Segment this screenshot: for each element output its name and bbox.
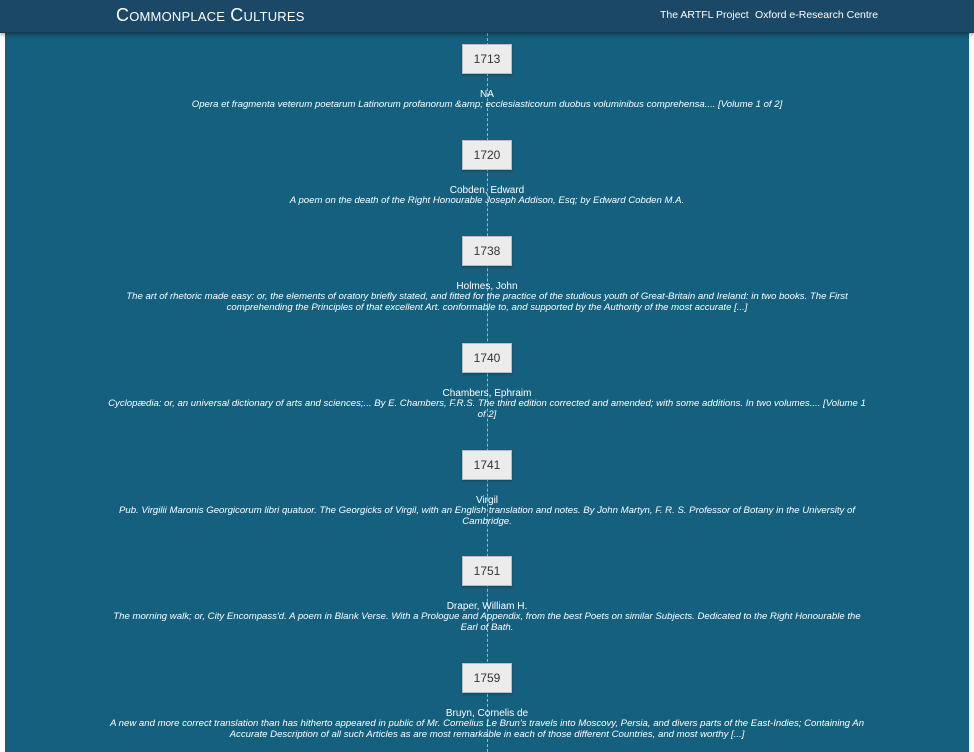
year-marker: 1741	[462, 450, 512, 480]
entry-author: Chambers, Ephraim	[442, 388, 532, 399]
entry-title-link[interactable]: A new and more correct translation than has hitherto appeared in public of Mr. Cornelius Le Brun's travels into Moscovy, Persia, and divers parts of the East-Indies; Containing An Accurate Description of all such Articles as are most remarkable in each of those different Countries, and most worthy [...]	[109, 718, 865, 740]
entry-author: Draper, William H.	[446, 601, 528, 612]
timeline-panel	[5, 33, 969, 752]
year-marker: 1738	[462, 236, 512, 266]
entry-author: Virgil	[475, 495, 499, 506]
nav-link-oxford-eresearch-centre[interactable]: Oxford e-Research Centre	[755, 9, 879, 21]
entry-author: NA	[480, 89, 494, 100]
year-marker: 1720	[462, 140, 512, 170]
entry-title-link[interactable]: Cyclopædia: or, an universal dictionary of arts and sciences;... By E. Chambers, F.R.S. The third edition corrected and amended; with some additions. In two volumes.... [Volume 1 of 2]	[108, 398, 866, 420]
entry-title-link[interactable]: Opera et fragmenta veterum poetarum Latinorum profanorum &amp; ecclesiasticorum duobus voluminibus comprehensa.... [Volume 1 of 2]	[191, 99, 783, 110]
year-marker: 1713	[462, 44, 512, 74]
nav-link-artfl-project[interactable]: The ARTFL Project	[660, 9, 749, 21]
entry-author: Holmes, John	[456, 281, 518, 292]
year-marker: 1759	[462, 663, 512, 693]
top-navbar	[0, 0, 974, 33]
year-marker: 1751	[462, 556, 512, 586]
entry-title-link[interactable]: The morning walk; or, City Encompass'd. A poem in Blank Verse. With a Prologue and Appendix, from the best Poets on similar Subjects. Dedicated to the Right Honourable the Earl of Bath.	[113, 611, 861, 633]
year-marker: 1740	[462, 343, 512, 373]
site-brand[interactable]: Commonplace Cultures	[116, 5, 305, 25]
entry-title-link[interactable]: The art of rhetoric made easy: or, the elements of oratory briefly stated, and fitted for the practice of the studious youth of Great-Britain and Ireland: in two books. The First comprehending the Principles of that excellent Art. conformable to, and supported by the Authority of the most accurate [...]	[126, 291, 848, 313]
entry-author: Bruyn, Cornelis de	[445, 708, 529, 719]
entry-title-link[interactable]: Pub. Virgilii Maronis Georgicorum libri quatuor. The Georgicks of Virgil, with an English translation and notes. By John Martyn, F. R. S. Professor of Botany in the University of Cambridge.	[118, 505, 856, 527]
entry-author: Cobden, Edward	[449, 185, 525, 196]
entry-title-link[interactable]: A poem on the death of the Right Honourable Joseph Addison, Esq; by Edward Cobden M.A.	[289, 195, 685, 206]
